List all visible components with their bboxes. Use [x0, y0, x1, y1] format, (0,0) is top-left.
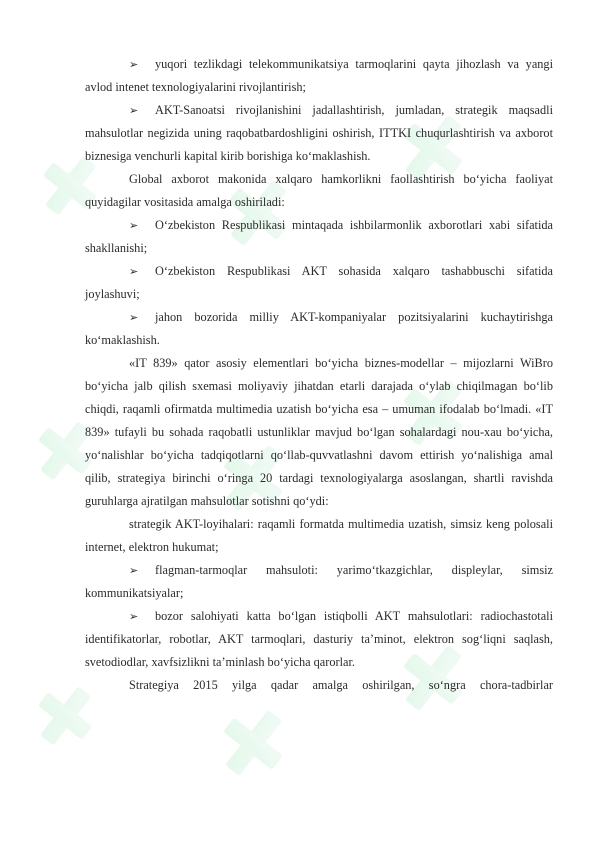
paragraph-text: Global axborot makonida xalqaro hamkorlikni faollashtirish bo‘yicha faoliyat quyidagilar vositasida amalga oshiriladi: — [85, 172, 553, 209]
paragraph-text: yuqori tezlikdagi telekommunikatsiya tarmoqlarini qayta jihozlash va yangi avlod intenet texnologiyalarini rivojlantirish; — [85, 57, 553, 94]
body-text — [85, 53, 553, 697]
bullet-arrow-icon: ➢ — [129, 58, 139, 71]
bullet-paragraph — [85, 260, 553, 306]
bullet-arrow-icon: ➢ — [129, 219, 139, 232]
paragraph-text: Strategiya 2015 yilga qadar amalga oshirilgan, so‘ngra chora-tadbirlar — [129, 678, 553, 692]
bullet-arrow-icon: ➢ — [129, 104, 139, 117]
paragraph-text: O‘zbekiston Respublikasi AKT sohasida xalqaro tashabbuschi sifatida joylashuvi; — [85, 264, 553, 301]
paragraph-text: O‘zbekiston Respublikasi mintaqada ishbilarmonlik axborotlari xabi sifatida shakllanishi; — [85, 218, 553, 255]
bullet-arrow-icon: ➢ — [129, 564, 139, 577]
text-paragraph — [85, 168, 553, 214]
paragraph-text: jahon bozorida milliy AKT-kompaniyalar pozitsiyalarini kuchaytirishga ko‘maklashish. — [85, 310, 553, 347]
paragraph-text: bozor salohiyati katta bo‘lgan istiqbolli AKT mahsulotlari: radiochastotali identifikatorlar, robotlar, AKT tarmoqlari, dasturiy ta’minot, elektron sog‘liqni saqlash, svetodiodlar, xavfsizlikni ta’minlash bo‘yicha qarorlar. — [85, 609, 553, 669]
bullet-paragraph — [85, 605, 553, 674]
bullet-paragraph — [85, 99, 553, 168]
bullet-paragraph — [85, 306, 553, 352]
bullet-paragraph — [85, 214, 553, 260]
bullet-arrow-icon: ➢ — [129, 265, 139, 278]
paragraph-text: flagman-tarmoqlar mahsuloti: yarimo‘tkazgichlar, displeylar, simsiz kommunikatsiyalar; — [85, 563, 553, 600]
text-paragraph — [85, 674, 553, 697]
paragraph-text: strategik AKT-loyihalari: raqamli formatda multimedia uzatish, simsiz keng polosali internet, elektron hukumat; — [85, 517, 553, 554]
text-paragraph — [85, 513, 553, 559]
bullet-arrow-icon: ➢ — [129, 610, 139, 623]
bullet-paragraph — [85, 53, 553, 99]
bullet-paragraph — [85, 559, 553, 605]
paragraph-text: AKT-Sanoatsi rivojlanishini jadallashtirish, jumladan, strategik maqsadli mahsulotlar negizida uning raqobatbardoshligini oshirish, ITTKI chuqurlashtirish va axborot biznesiga venchurli kapital kirib borishiga ko‘maklashish. — [85, 103, 553, 163]
text-paragraph — [85, 352, 553, 513]
bullet-arrow-icon: ➢ — [129, 311, 139, 324]
paragraph-text: «IT 839» qator asosiy elementlari bo‘yicha biznes-modellar – mijozlarni WiBro bo‘yicha jalb qilish sxemasi moliyaviy jihatdan etarli darajada o‘ylab chiqilmagan bo‘lib chiqdi, raqamli ofirmatda multimedia uzatish bo‘yicha esa – umuman ifodalab bo‘lmadi. «IT 839» tufayli bu sohada raqobatli ustunliklar mavjud bo‘lgan sohalardagi nou-xau bo‘yicha, yo‘nalishlar bo‘yicha tadqiqotlarni qo‘llab-quvvatlashni davom ettirish yo‘nalishiga amal qilib, strategiya birinchi o‘ringa 20 tardagi texnologiyalarga asoslangan, shartli ravishda guruhlarga ajratilgan mahsulotlar sotishni qo‘ydi: — [85, 356, 553, 508]
